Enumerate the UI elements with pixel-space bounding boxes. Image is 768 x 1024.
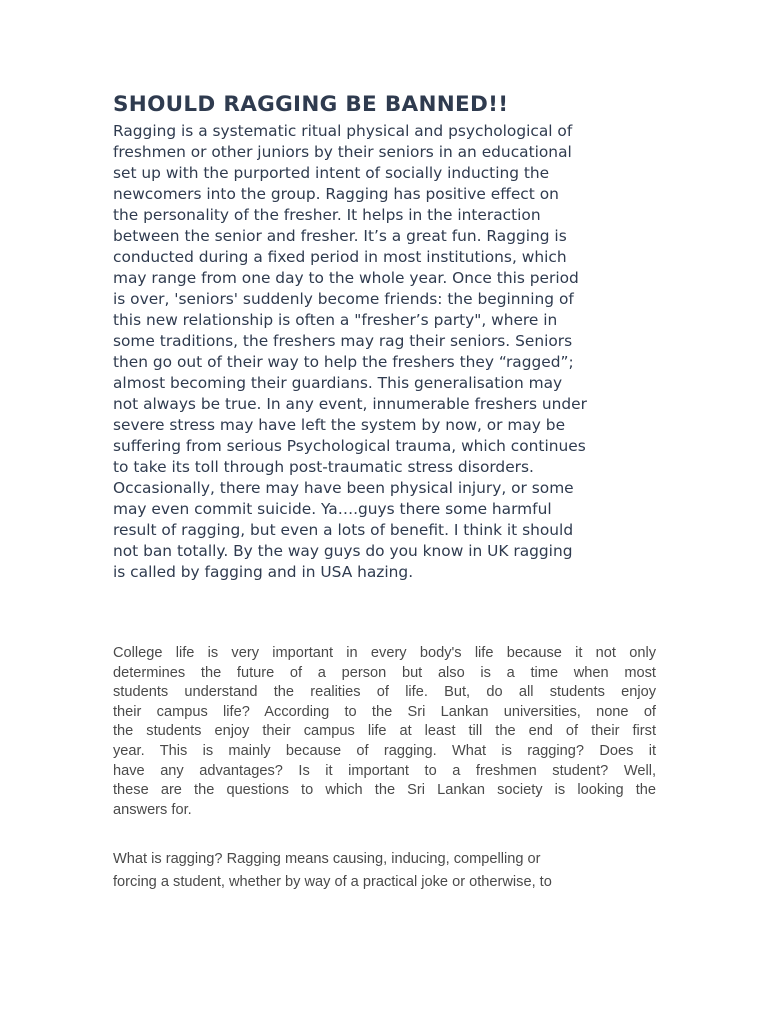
text-line: may even commit suicide. Ya….guys there some harmful [113,500,552,518]
text-line: is over, 'seniors' suddenly become friends: the beginning of [113,290,574,308]
text-line: between the senior and fresher. It’s a great fun. Ragging is [113,227,567,245]
lead-paragraph [113,121,673,583]
text-line: conducted during a fixed period in most institutions, which [113,248,567,266]
text-line: may range from one day to the whole year. Once this period [113,269,579,287]
page-title: SHOULD RAGGING BE BANNED!! [113,92,509,117]
text-line: some traditions, the freshers may rag their seniors. Seniors [113,332,573,350]
text-line: set up with the purported intent of socially inducting the [113,164,550,182]
body-paragraph-what-is-ragging [113,848,656,894]
text-line: this new relationship is often a "fresher’s party", where in [113,311,558,329]
text-line: their campus life? According to the Sri Lankan universities, none of [113,703,656,720]
text-line: Occasionally, there may have been physical injury, or some [113,479,574,497]
text-line: freshmen or other juniors by their seniors in an educational [113,143,572,161]
text-line: forcing a student, whether by way of a practical joke or otherwise, to [113,874,552,890]
text-line: Ragging is a systematic ritual physical and psychological of [113,122,573,140]
text-line: to take its toll through post-traumatic stress disorders. [113,458,534,476]
text-line: students understand the realities of life. But, do all students enjoy [113,684,656,701]
text-line: not ban totally. By the way guys do you know in UK ragging [113,542,573,560]
text-line: these are the questions to which the Sri Lankan society is looking the [113,782,656,799]
text-line: year. This is mainly because of ragging. What is ragging? Does it [113,742,656,759]
text-line: College life is very important in every body's life because it not only [113,645,656,661]
text-line: answers for. [113,801,192,818]
text-line: severe stress may have left the system by now, or may be [113,416,566,434]
text-line: What is ragging? Ragging means causing, inducing, compelling or [113,851,541,867]
text-line: not always be true. In any event, innumerable freshers under [113,395,587,413]
body-paragraph-college-life [113,644,656,820]
text-line: have any advantages? Is it important to a freshmen student? Well, [113,762,656,779]
text-line: then go out of their way to help the freshers they “ragged”; [113,353,574,371]
text-line: determines the future of a person but also is a time when most [113,664,656,681]
text-line: the students enjoy their campus life at least till the end of their first [113,723,656,740]
text-line: the personality of the fresher. It helps in the interaction [113,206,541,224]
text-line: suffering from serious Psychological trauma, which continues [113,437,586,455]
text-line: is called by fagging and in USA hazing. [113,563,414,581]
text-line: almost becoming their guardians. This generalisation may [113,374,563,392]
text-line: newcomers into the group. Ragging has positive effect on [113,185,559,203]
text-line: result of ragging, but even a lots of benefit. I think it should [113,521,574,539]
